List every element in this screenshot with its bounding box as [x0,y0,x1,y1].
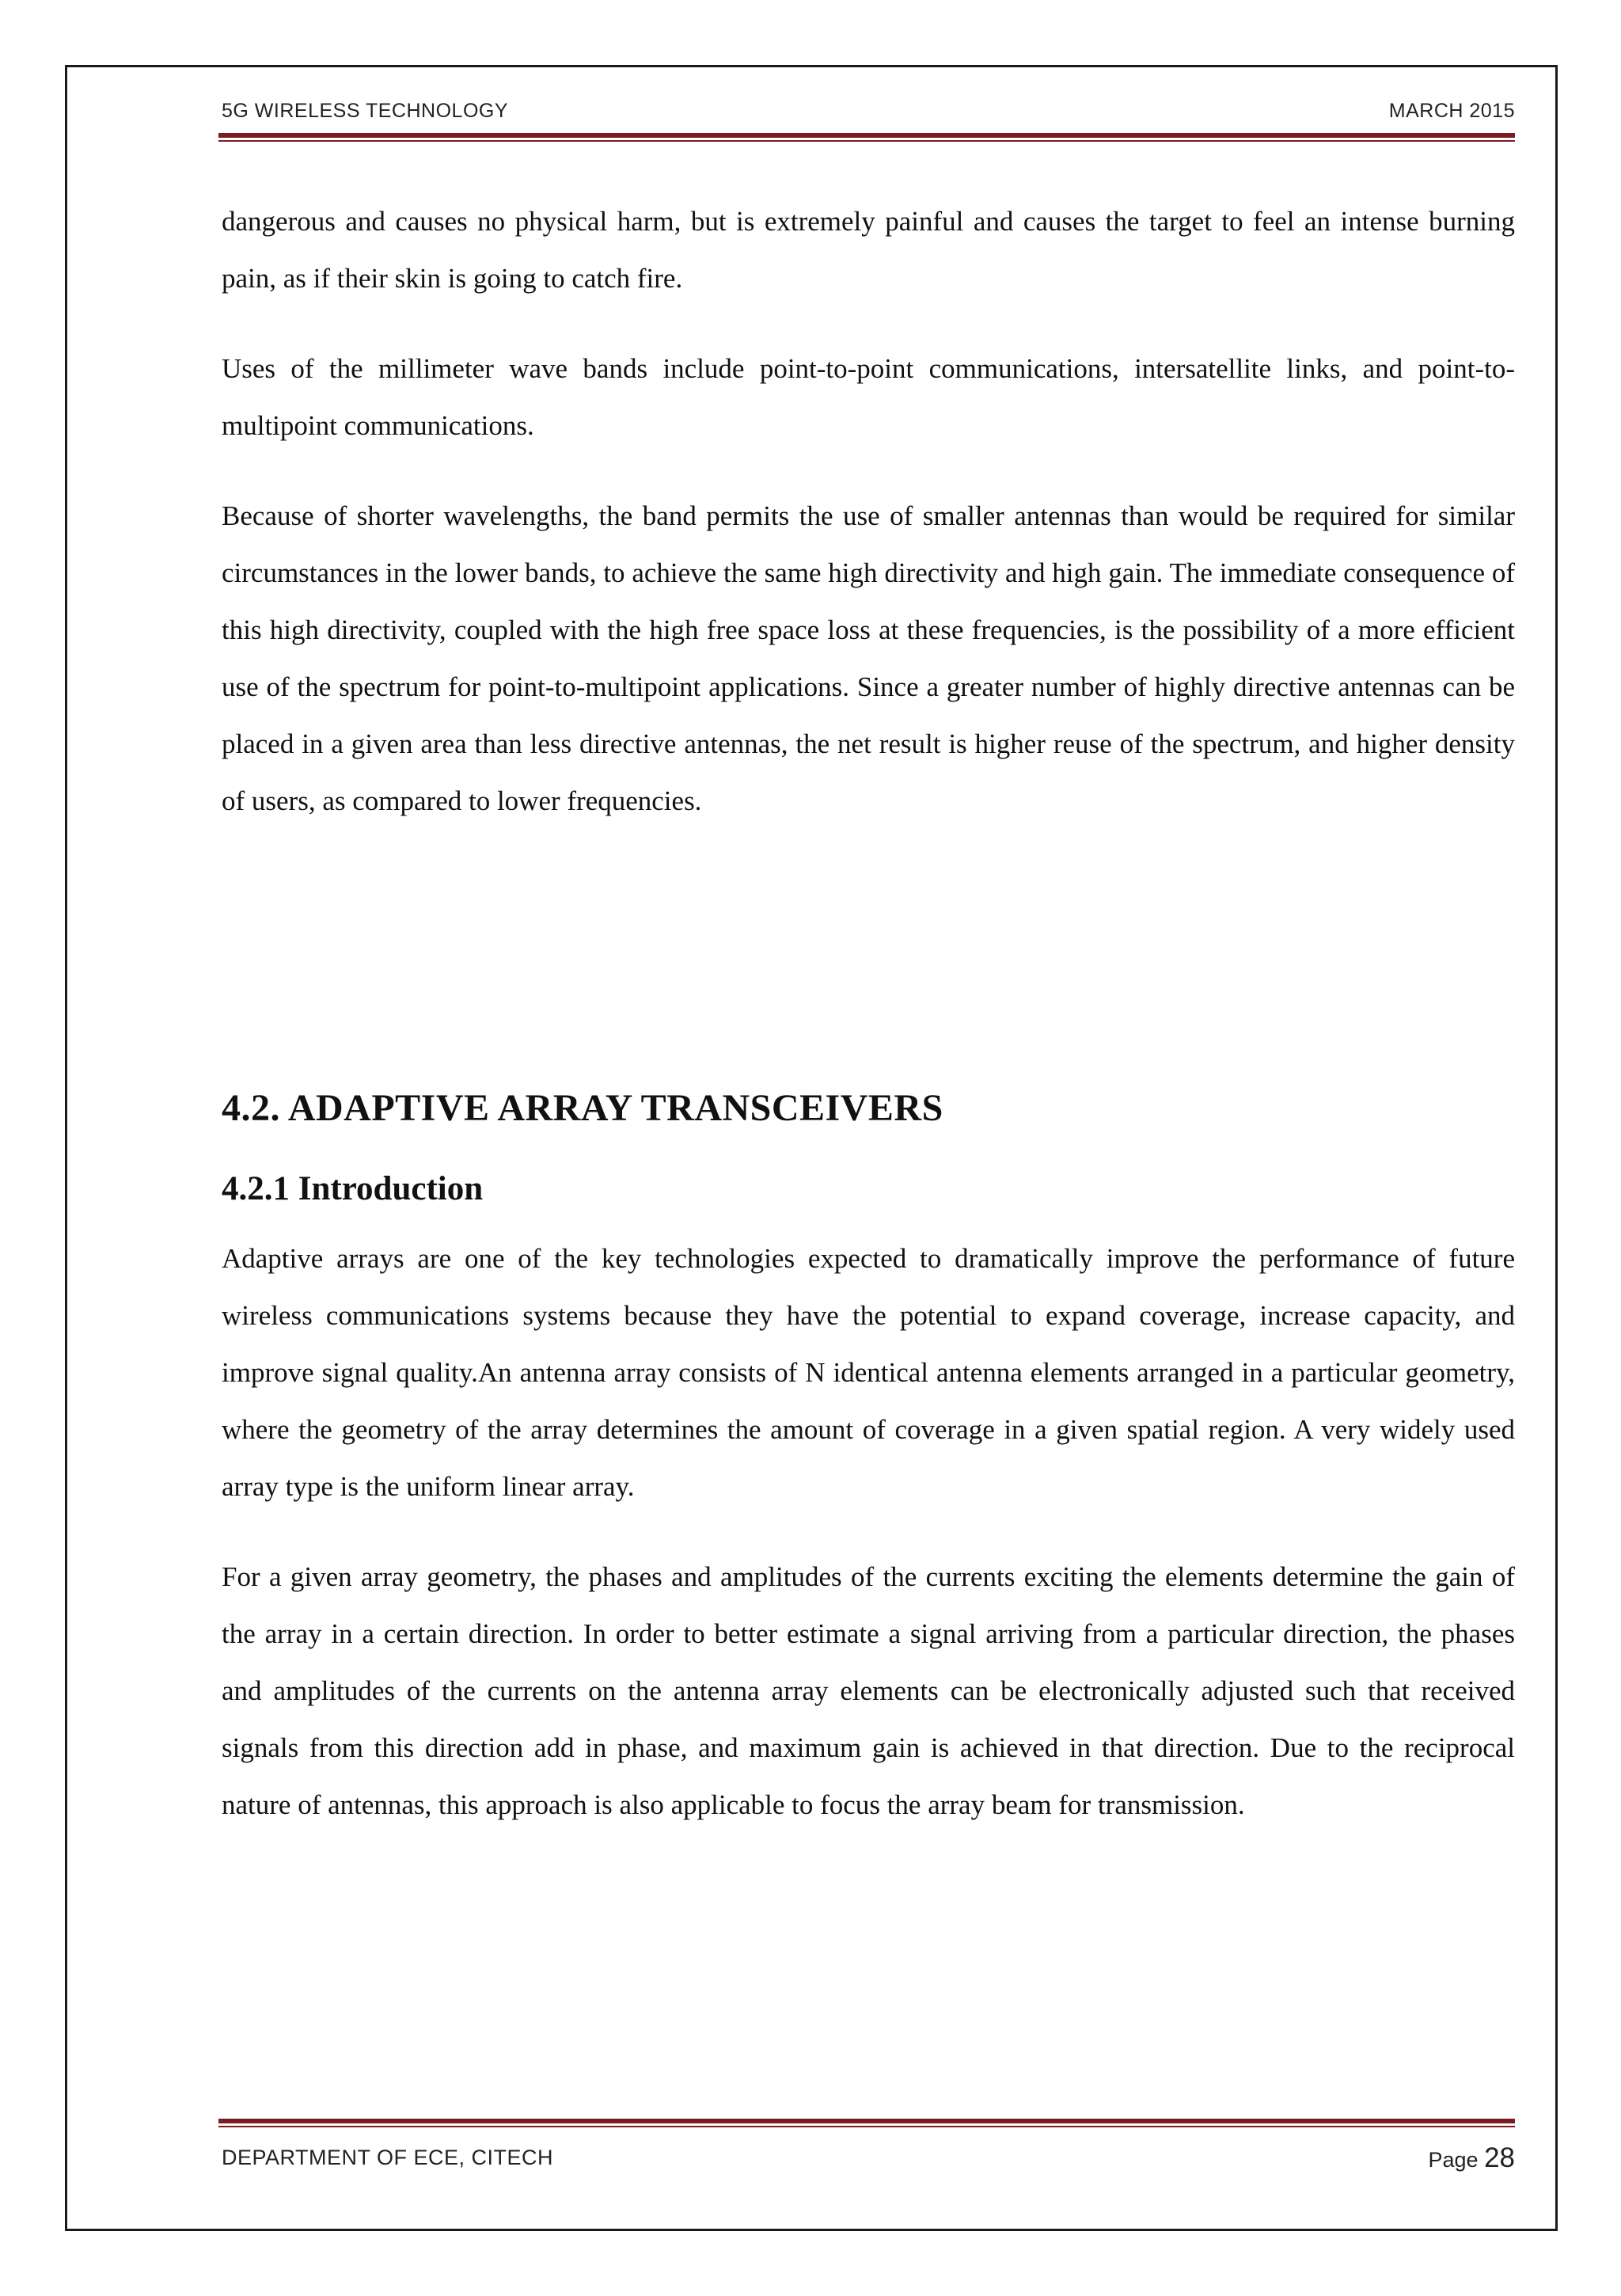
footer-rule-thin [218,2126,1515,2127]
page-number-label [1428,2142,1515,2174]
section-heading: 4.2. ADAPTIVE ARRAY TRANSCEIVERS [222,1087,943,1129]
footer-rule-thick [218,2119,1515,2123]
page-content [222,193,1515,1867]
page-label: Page [1428,2148,1479,2172]
paragraph: For a given array geometry, the phases and amplitudes of the currents exciting the elements determine the gain of the array in a certain direction. In order to better estimate a signal arriving from a particular direction, the phases and amplitudes of the currents on the antenna array elements can be electronically adjusted such that received signals from this direction add in phase, and maximum gain is achieved in that direction. Due to the reciprocal nature of antennas, this approach is also applicable to focus the array beam for transmission. [222,1561,1515,1820]
subsection-heading: 4.2.1 Introduction [222,1170,484,1207]
page-footer [222,2138,1515,2177]
paragraph: dangerous and causes no physical harm, but is extremely painful and causes the target to feel an intense burning pain, as if their skin is going to catch fire. [222,206,1515,294]
paragraph: Uses of the millimeter wave bands include point-to-point communications, intersatellite links, and point-to-multipoint communications. [222,353,1515,441]
footer-department: DEPARTMENT OF ECE, CITECH [222,2146,554,2169]
header-rule-thick [218,133,1515,138]
header-date: MARCH 2015 [1388,100,1515,122]
header-rule-thin [218,140,1515,142]
page-header [222,95,1515,127]
blank-space [222,863,1515,1085]
paragraph: Because of shorter wavelengths, the band permits the use of smaller antennas than would be required for similar circumstances in the lower bands, to achieve the same high directivity and high gain. The immediate consequence of this high directivity, coupled with the high free space loss at these frequencies, is the possibility of a more efficient use of the spectrum for point-to-multipoint applications. Since a greater number of highly directive antennas can be placed in a given area than less directive antennas, the net result is higher reuse of the spectrum, and higher density of users, as compared to lower frequencies. [222,500,1515,816]
page-number: 28 [1484,2142,1515,2173]
paragraph: Adaptive arrays are one of the key technologies expected to dramatically improve the performance of future wireless communications systems because they have the potential to expand coverage, increase capacity, and improve signal quality.An antenna array consists of N identical antenna elements arranged in a particular geometry, where the geometry of the array determines the amount of coverage in a given spatial region. A very widely used array type is the uniform linear array. [222,1243,1515,1502]
header-title: 5G WIRELESS TECHNOLOGY [222,100,509,122]
